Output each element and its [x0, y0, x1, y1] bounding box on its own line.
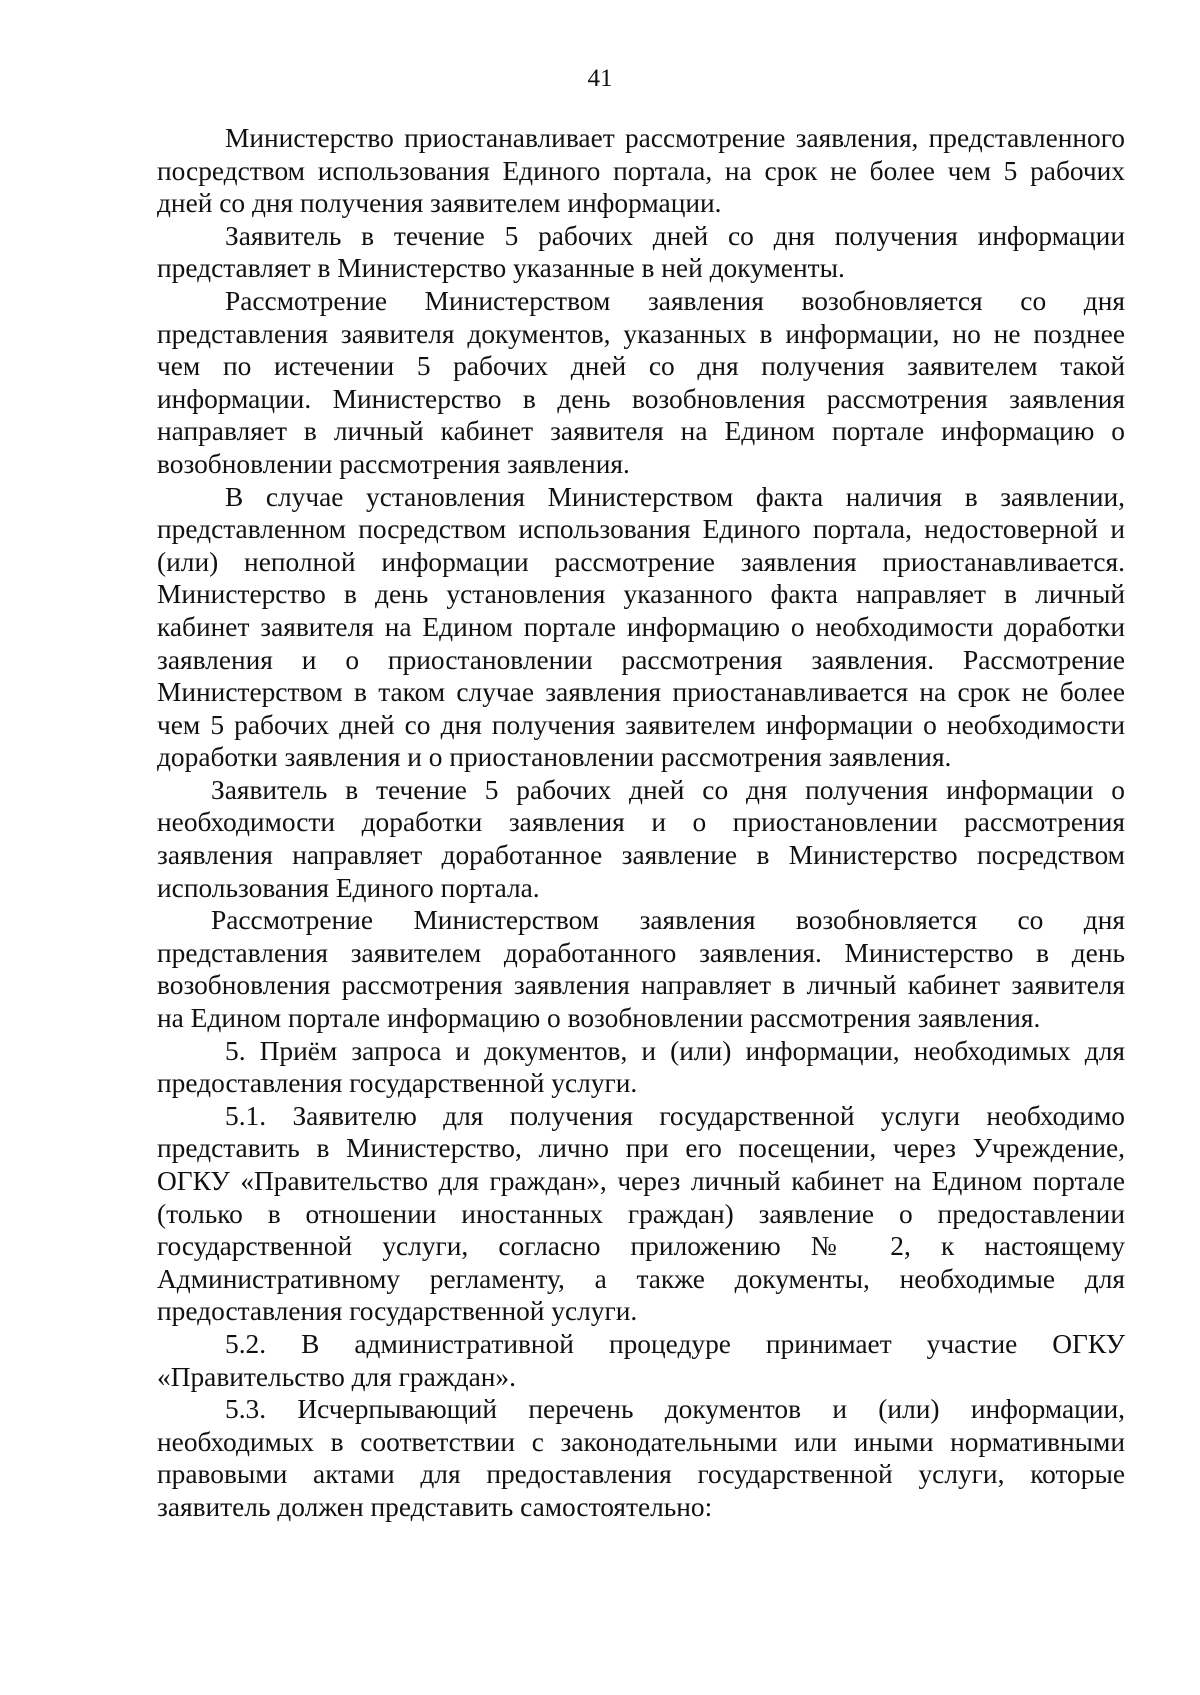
- paragraph-section-5: 5. Приём запроса и документов, и (или) информации, необходимых для предоставления государственной услуги.: [157, 1035, 1125, 1099]
- paragraph-suspension: Министерство приостанавливает рассмотрение заявления, представленного посредством использования Единого портала, на срок не более чем 5 рабочих дней со дня получения заявителем информации.: [157, 123, 1125, 219]
- paragraph-section-5-3: 5.3. Исчерпывающий перечень документов и (или) информации, необходимых в соответствии с законодательными или иными нормативными правовыми актами для предоставления государственной услуги, которые заявитель должен представить самостоятельно:: [157, 1394, 1125, 1522]
- paragraph-resumption-revised: Рассмотрение Министерством заявления возобновляется со дня представления заявителем доработанного заявления. Министерство в день возобновления рассмотрения заявления направляет в личный кабинет заявителя на Едином портале информацию о возобновлении рассмотрения заявления.: [157, 905, 1125, 1034]
- paragraph-section-5-1: 5.1. Заявителю для получения государственной услуги необходимо представить в Министерство, лично при его посещении, через Учреждение, ОГКУ «Правительство для граждан», через личный кабинет на Едином портале (только в отношении иностанных граждан) заявление о предоставлении государственной услуги, согласно приложению № 2, к настоящему Административному регламенту, а также документы, необходимые для предоставления государственной услуги.: [157, 1100, 1125, 1327]
- paragraph-incomplete-info: В случае установления Министерством факта наличия в заявлении, представленном посредством использования Единого портала, недостоверной и (или) неполной информации рассмотрение заявления приостанавливается. Министерство в день установления указанного факта направляет в личный кабинет заявителя на Едином портале информацию о необходимости доработки заявления и о приостановлении рассмотрения заявления. Рассмотрение Министерством в таком случае заявления приостанавливается на срок не более чем 5 рабочих дней со дня получения заявителем информации о необходимости доработки заявления и о приостановлении рассмотрения заявления.: [157, 481, 1125, 773]
- document-body: [157, 122, 1125, 1524]
- page-number: 41: [587, 65, 613, 92]
- paragraph-applicant-submits: Заявитель в течение 5 рабочих дней со дня получения информации представляет в Министерство указанные в ней документы.: [157, 220, 1125, 284]
- paragraph-resumption: Рассмотрение Министерством заявления возобновляется со дня представления заявителя документов, указанных в информации, но не позднее чем по истечении 5 рабочих дней со дня получения заявителем такой информации. Министерство в день возобновления рассмотрения заявления направляет в личный кабинет заявителя на Едином портале информацию о возобновлении рассмотрения заявления.: [157, 285, 1125, 479]
- paragraph-section-5-2: 5.2. В административной процедуре принимает участие ОГКУ «Правительство для граждан».: [157, 1328, 1125, 1392]
- paragraph-revised-application: Заявитель в течение 5 рабочих дней со дня получения информации о необходимости доработки заявления и о приостановлении рассмотрения заявления направляет доработанное заявление в Министерство посредством использования Единого портала.: [157, 774, 1125, 903]
